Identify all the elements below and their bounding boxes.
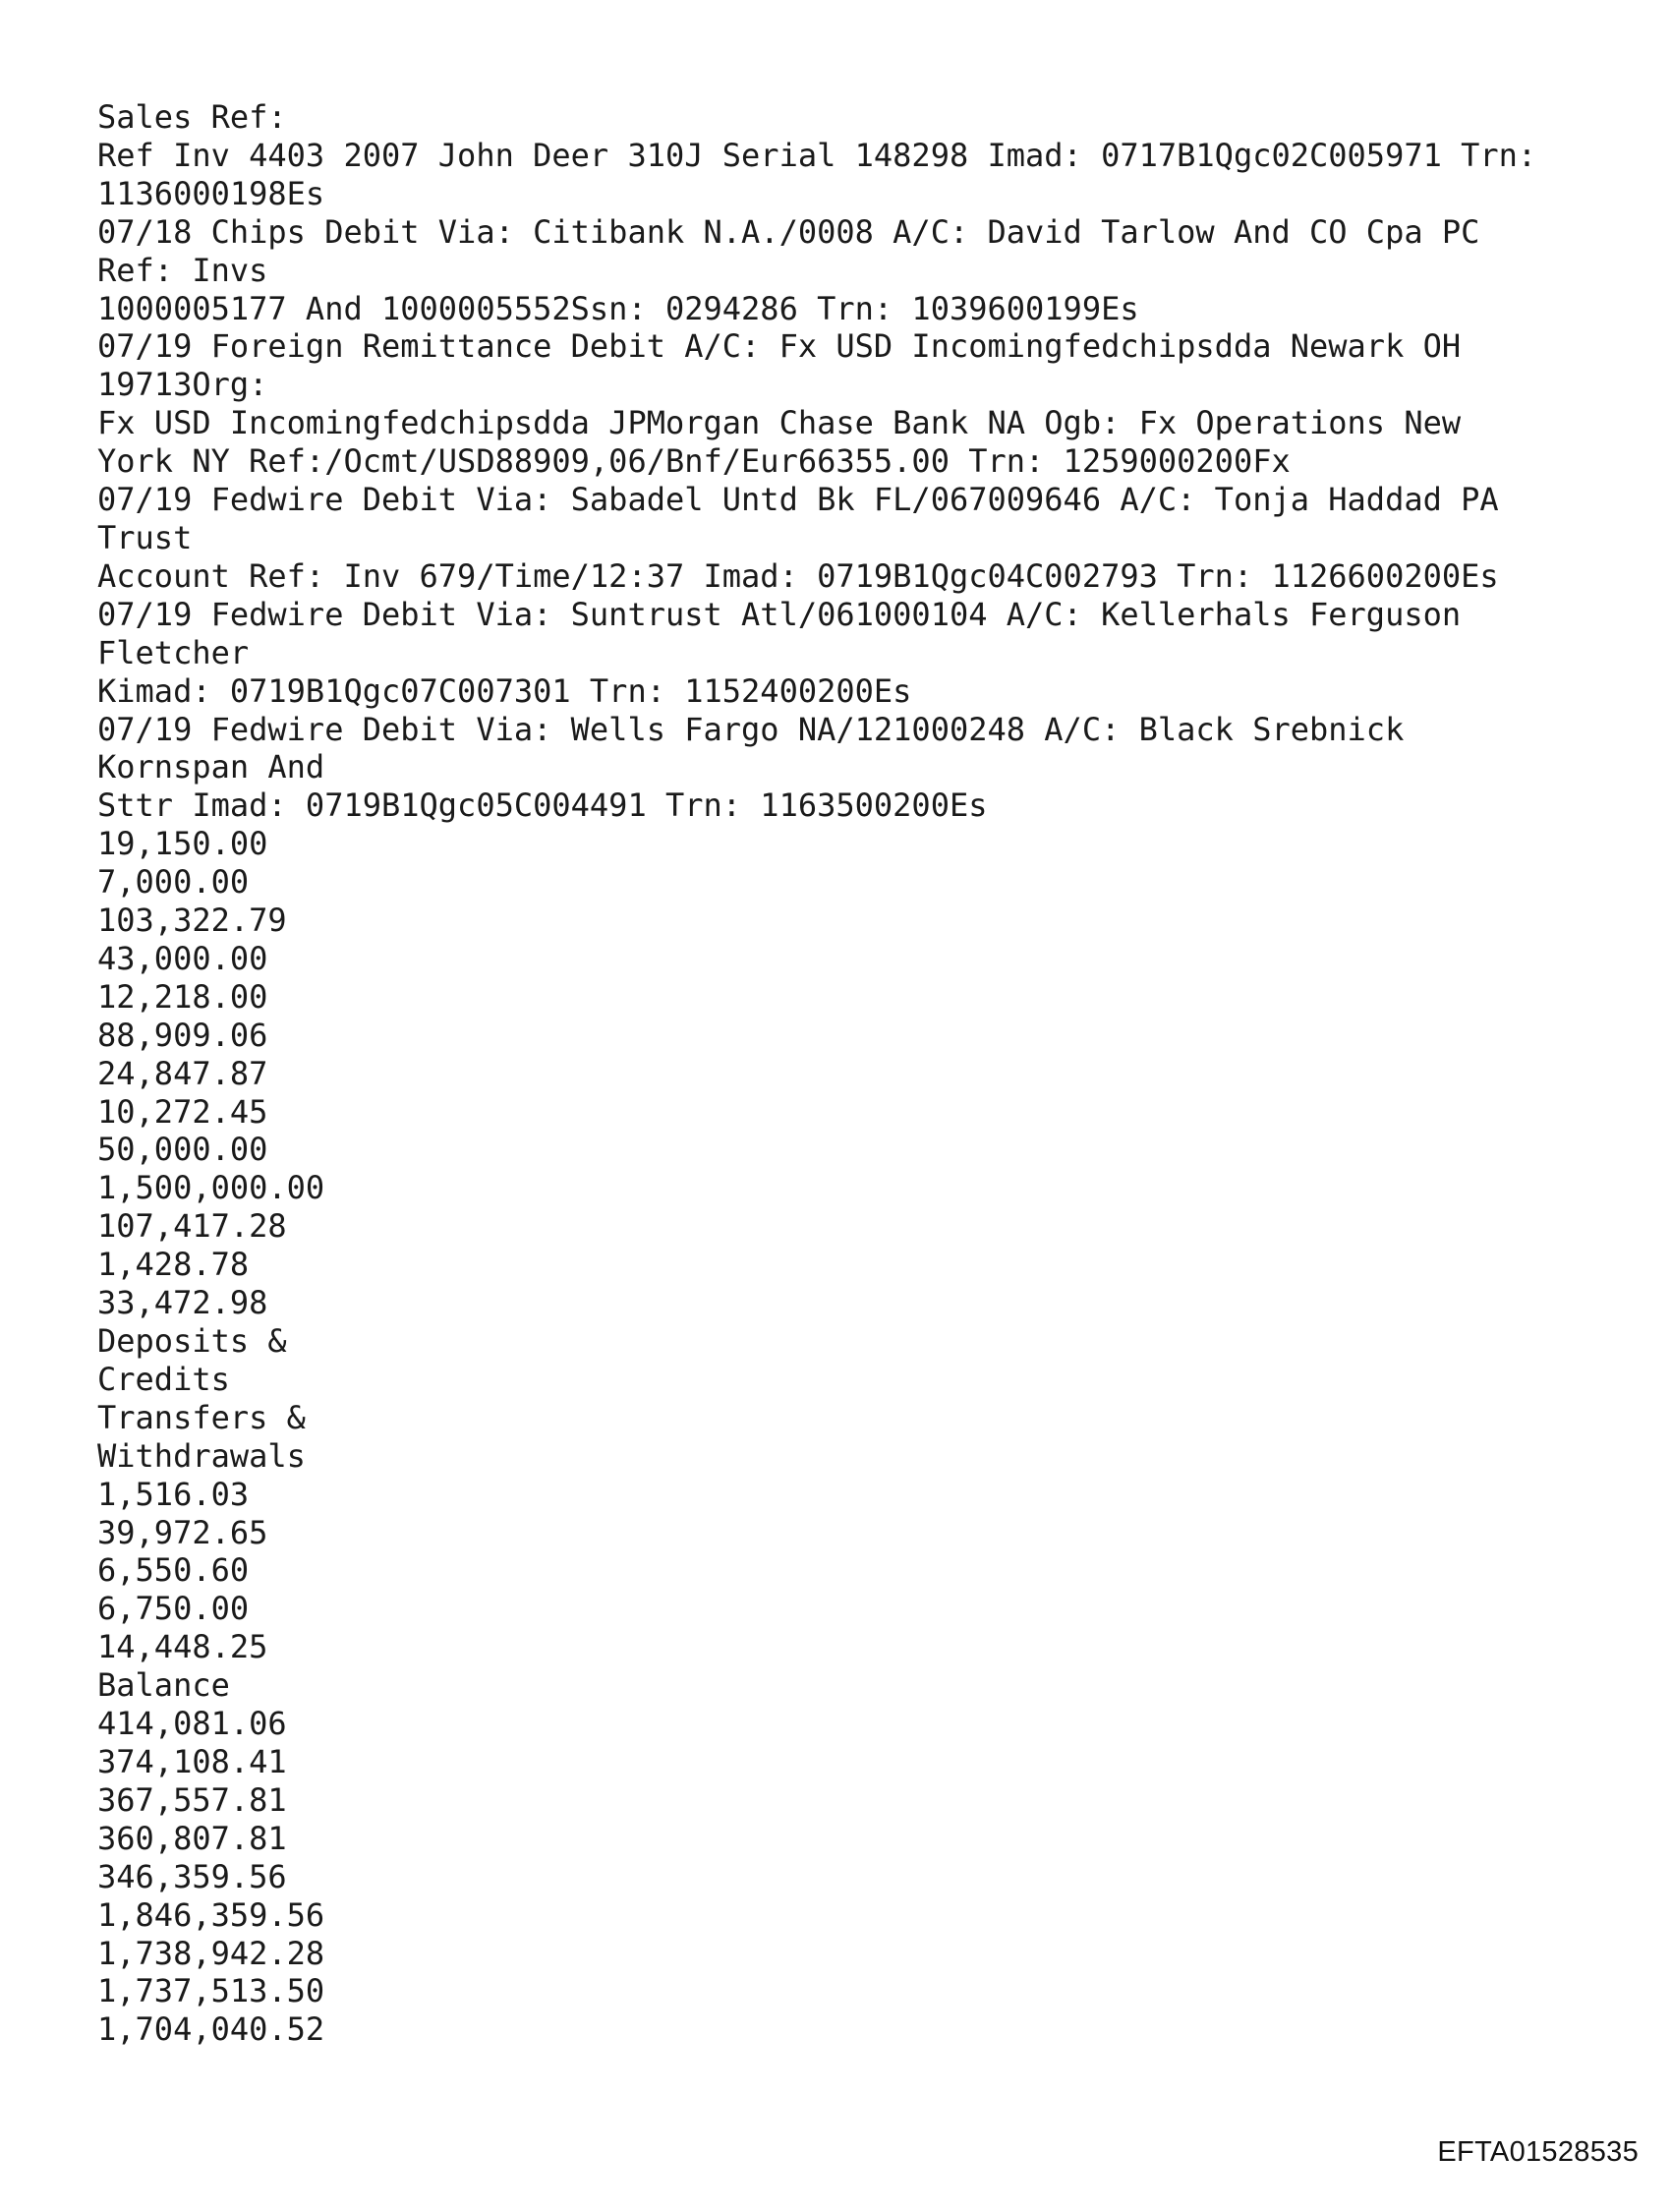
statement-line: 19713Org: [97,366,268,404]
statement-line: Withdrawals [97,1436,306,1475]
statement-line: Sttr Imad: 0719B1Qgc05C004491 Trn: 1163500200Es [97,786,988,825]
statement-line: 39,972.65 [97,1513,268,1551]
statement-line: 1,737,513.50 [97,1972,325,2010]
statement-line: 1,704,040.52 [97,2010,325,2049]
statement-line: Balance [97,1666,230,1705]
statement-line: 07/18 Chips Debit Via: Citibank N.A./0008 A/C: David Tarlow And CO Cpa PC [97,212,1480,251]
statement-line: 88,909.06 [97,1016,268,1054]
statement-line: 33,472.98 [97,1284,268,1322]
statement-line: 374,108.41 [97,1742,287,1780]
statement-line: 07/19 Foreign Remittance Debit A/C: Fx USD Incomingfedchipsdda Newark OH [97,327,1462,366]
statement-line: 1,428.78 [97,1246,250,1284]
statement-line: York NY Ref:/Ocmt/USD88909,06/Bnf/Eur66355.00 Trn: 1259000200Fx [97,442,1291,481]
statement-line: 1136000198Es [97,174,325,212]
statement-line: Ref Inv 4403 2007 John Deer 310J Serial 148298 Imad: 0717B1Qgc02C005971 Trn: [97,136,1537,174]
statement-line: Kimad: 0719B1Qgc07C007301 Trn: 1152400200Es [97,671,912,710]
statement-line: 43,000.00 [97,939,268,977]
statement-line: 107,417.28 [97,1207,287,1246]
statement-line: 367,557.81 [97,1780,287,1819]
statement-line: 103,322.79 [97,902,287,940]
statement-line: 1,738,942.28 [97,1934,325,1972]
statement-line: Deposits & [97,1322,287,1360]
statement-line: Fletcher [97,633,250,671]
statement-line: Trust [97,518,193,556]
statement-line: Kornspan And [97,748,325,786]
statement-line: Sales Ref: [97,98,287,136]
statement-line: 50,000.00 [97,1131,268,1169]
statement-line: Transfers & [97,1398,306,1436]
statement-line: 414,081.06 [97,1705,287,1743]
statement-line: 12,218.00 [97,977,268,1016]
statement-line: 07/19 Fedwire Debit Via: Suntrust Atl/061000104 A/C: Kellerhals Ferguson [97,595,1462,633]
statement-line: Credits [97,1360,230,1398]
statement-line: 10,272.45 [97,1092,268,1131]
statement-line: Account Ref: Inv 679/Time/12:37 Imad: 0719B1Qgc04C002793 Trn: 1126600200Es [97,556,1499,595]
statement-line: 360,807.81 [97,1819,287,1857]
statement-line: 19,150.00 [97,825,268,863]
statement-line: 7,000.00 [97,863,250,902]
statement-line: 6,550.60 [97,1551,250,1590]
statement-line: 1000005177 And 1000005552Ssn: 0294286 Trn: 1039600199Es [97,289,1139,327]
document-id-footer: EFTA01528535 [1437,2136,1639,2168]
statement-line: 1,500,000.00 [97,1169,325,1207]
statement-text-block [97,98,1631,2049]
statement-line: 07/19 Fedwire Debit Via: Wells Fargo NA/121000248 A/C: Black Srebnick [97,710,1405,748]
statement-line: 1,846,359.56 [97,1895,325,1934]
statement-line: 07/19 Fedwire Debit Via: Sabadel Untd Bk FL/067009646 A/C: Tonja Haddad PA [97,481,1499,519]
statement-line: 14,448.25 [97,1628,268,1666]
statement-line: 346,359.56 [97,1857,287,1895]
statement-line: Fx USD Incomingfedchipsdda JPMorgan Chase Bank NA Ogb: Fx Operations New [97,404,1462,442]
statement-line: 1,516.03 [97,1475,250,1513]
statement-line: Ref: Invs [97,251,268,289]
statement-line: 24,847.87 [97,1054,268,1092]
statement-line: 6,750.00 [97,1590,250,1628]
